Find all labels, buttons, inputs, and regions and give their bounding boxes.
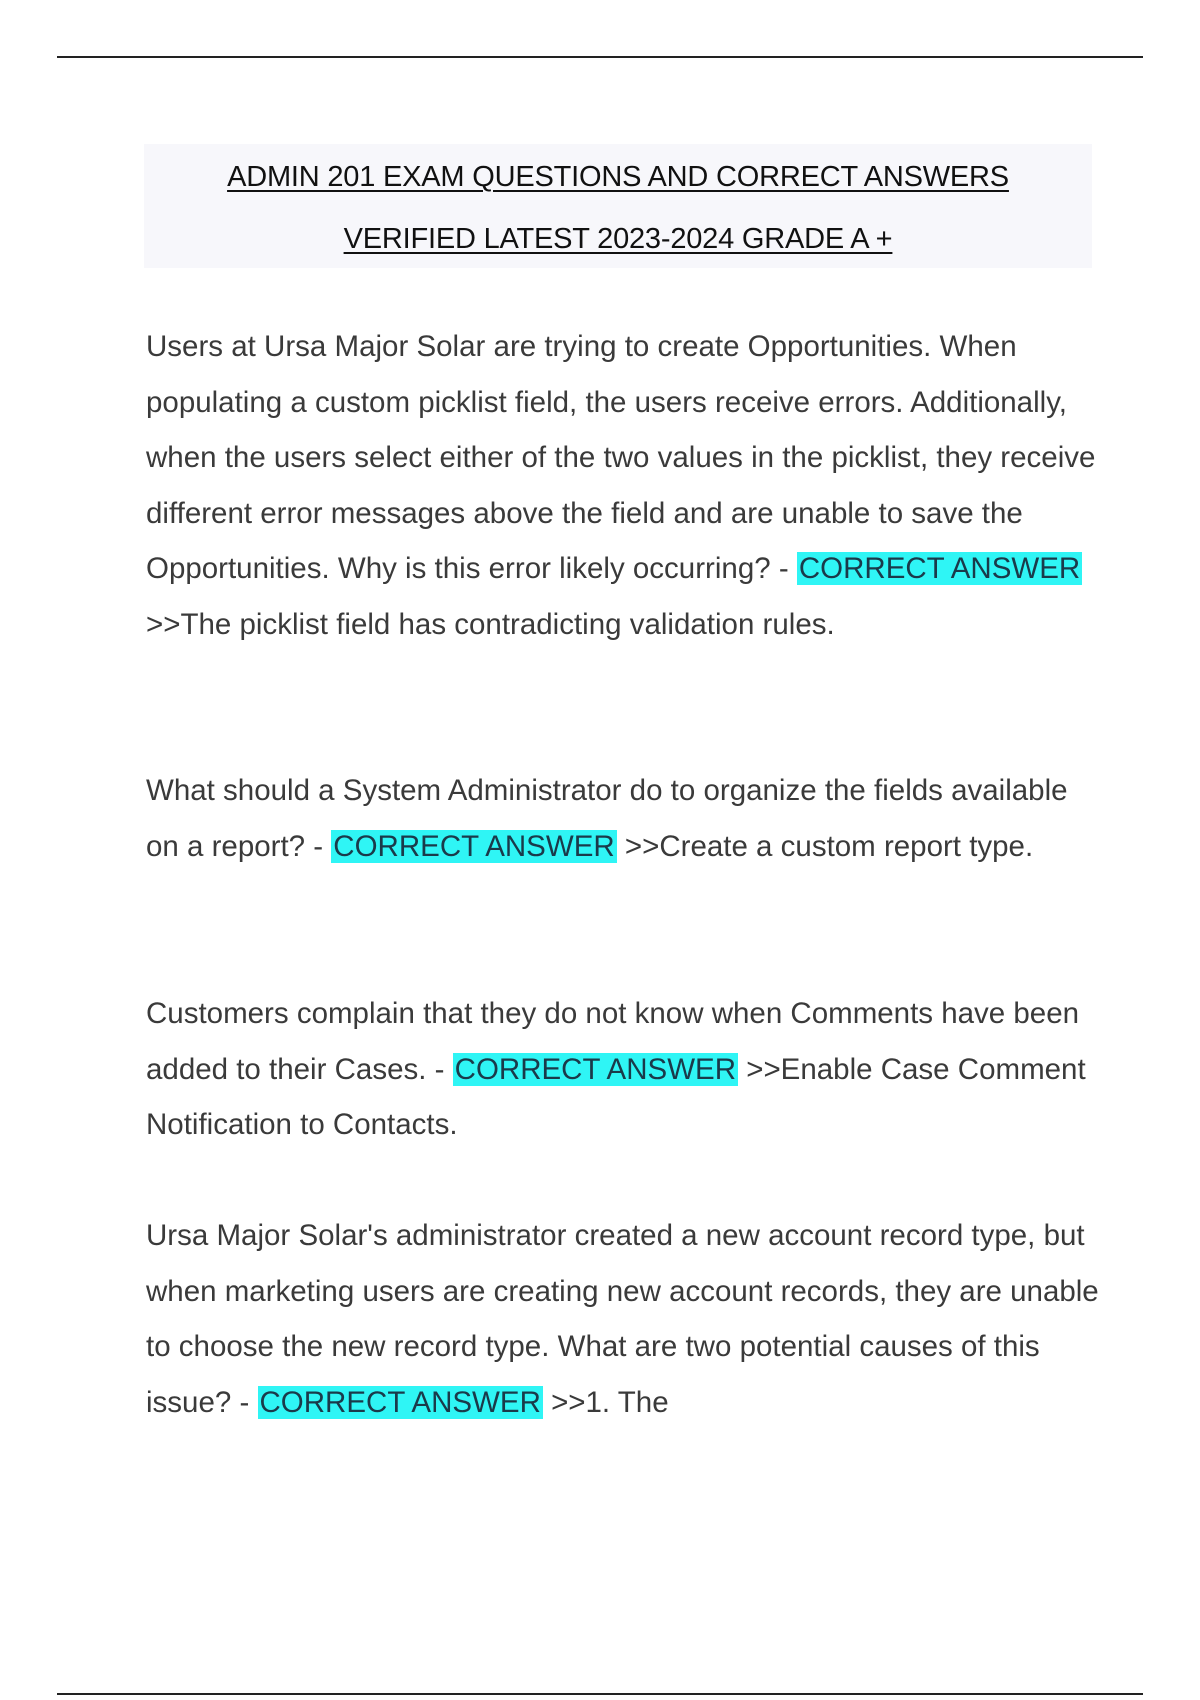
document-title-line-2: VERIFIED LATEST 2023-2024 GRADE A + (343, 223, 893, 255)
top-rule (57, 56, 1143, 58)
answer-text: >>Enable Case Comment Notification to Contacts. (146, 1052, 1086, 1141)
correct-answer-label: CORRECT ANSWER (259, 1385, 541, 1419)
question-text: Users at Ursa Major Solar are trying to create Opportunities. When populating a custom picklist field, the users receive errors. Additionally, when the users select either of the two values in the picklist, they receive different error messages above the field and are unable to save the Opportunities. Why is this error likely occurring? - (146, 330, 1096, 585)
correct-answer-label: CORRECT ANSWER (454, 1052, 737, 1086)
document-title-block (144, 144, 1092, 268)
correct-answer-label: CORRECT ANSWER (333, 829, 615, 863)
document-title-line-1: ADMIN 201 EXAM QUESTIONS AND CORRECT ANSWERS (227, 161, 1009, 193)
qa-item-3 (146, 986, 1106, 1153)
question-text: Customers complain that they do not know when Comments have been added to their Cases. - (146, 997, 1080, 1086)
qa-item-4 (146, 1208, 1106, 1430)
answer-text: >>1. The (542, 1385, 669, 1419)
answer-text: >>Create a custom report type. (616, 829, 1034, 863)
answer-text: >>The picklist field has contradicting validation rules. (146, 607, 835, 641)
qa-item-2 (146, 763, 1106, 874)
correct-answer-label: CORRECT ANSWER (798, 552, 1081, 585)
question-text: What should a System Administrator do to organize the fields available on a report? - (146, 774, 1068, 863)
question-text: Ursa Major Solar's administrator created a new account record type, but when marketing users are creating new account records, they are unable to choose the new record type. What are two potential causes of this issue? - (146, 1219, 1099, 1419)
bottom-rule (57, 1693, 1143, 1695)
qa-item-1 (146, 319, 1106, 652)
